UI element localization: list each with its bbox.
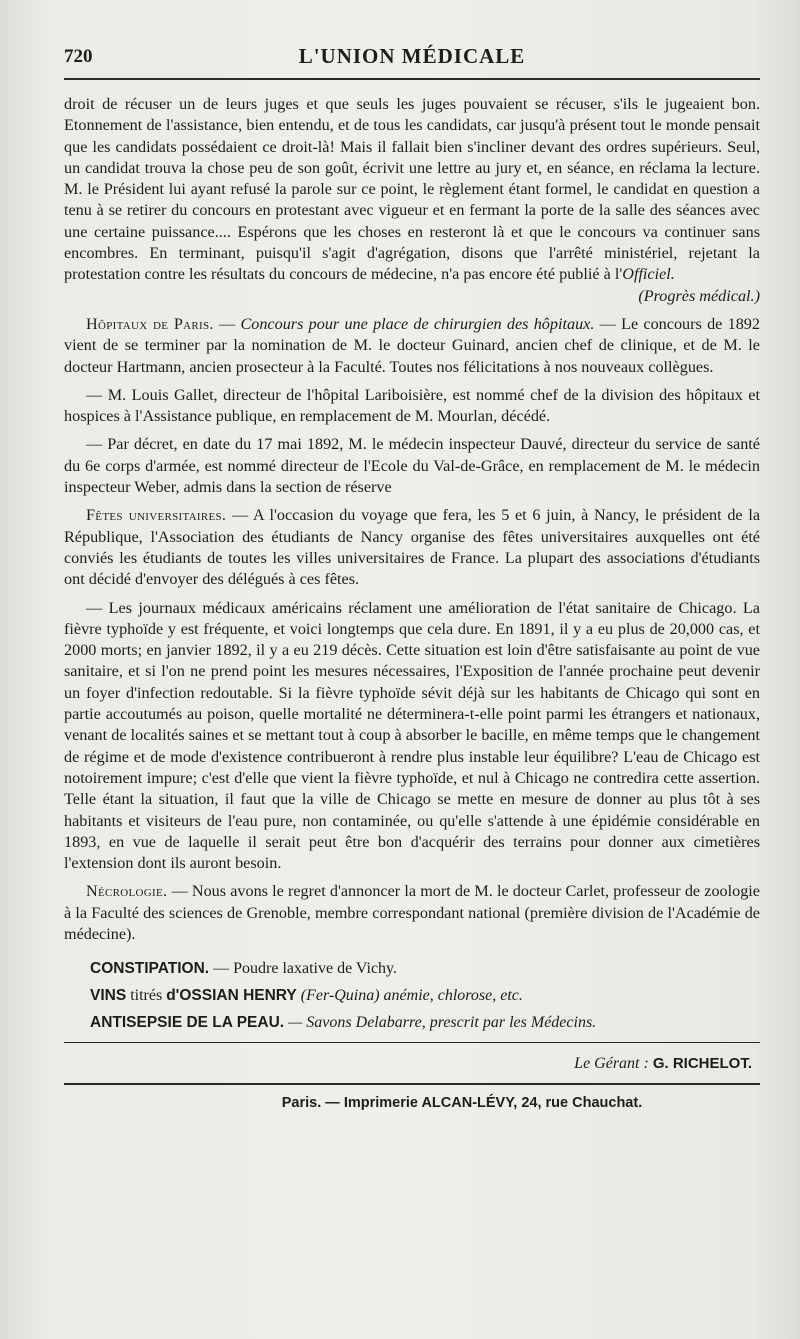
ads-rule — [64, 1042, 760, 1043]
signature-label: Le Gérant : — [574, 1055, 653, 1073]
paragraph-text: droit de récuser un de leurs juges et que seuls les juges pouvaient se récuser, s'ils le jugeaient bon. Etonnement de l'assistance, bien entendu, et de tous les candidats, car jusqu'à présent tout le monde pensait que les candidats possédaient ce droit-là! Mais il fallait bien s'incliner devant des ordres supérieurs. Seul, un candidat trouva la chose peu de son goût, écrivit une lettre au jury et, en séance, en réclama la lecture. M. le Président lui ayant refusé la parole sur ce point, le règlement étant formel, le candidat en question a tenu à se retirer du concours en protestant avec vigueur et en fermant la porte de la salle des séances avec une certaine puissance.... Espérons que les choses en resteront là et que le concours va continuer sans encombres. En terminant, puisqu'il s'agit d'agrégation, disons que l'arrêté ministériel, rejetant la protestation contre les résultats du concours de médecine, n'a pas encore été publié à l' — [64, 95, 760, 284]
ad-text: — Poudre laxative de Vichy. — [209, 960, 398, 978]
page-header — [64, 38, 760, 78]
paragraph-chicago: — Les journaux médicaux américains réclament une amélioration de l'état sanitaire de Chicago. La fièvre typhoïde y est fréquente, et voici longtemps que cela dure. En 1891, il y a eu plus de 20,000 cas, et 2000 morts; en janvier 1892, il y a eu 219 décès. Cette situation est loin d'être satisfaisante au point de vue sanitaire, et si l'on ne prend point les mesures nécessaires, l'Exposition de l'année prochaine peut devenir un foyer d'infection redoutable. Si la fièvre typhoïde sévit déjà sur les habitants de Chicago qui sont en partie accoutumés au poison, quelle mortalité ne déterminera-t-elle point parmi les étrangers et nationaux, venant de localités saines et se mettant tout à coup à absorber le bacille, en même temps que le changement de régime et de mode d'existence contribueront à rendre plus instable leur équilibre? L'eau de Chicago est notoirement impure; c'est d'elle que vient la fièvre typhoïde, et nul à Chicago ne contredira cette assertion. Telle étant la situation, il faut que la ville de Chicago se mette en mesure de donner au plus tôt à ses habitants et visiteurs de l'eau pure, non contaminée, ou qu'elle s'attende à une épidémie considérable en 1893, en vue de laquelle il serait peut être bon d'acquérir des terrains pour donner aux cimetières l'extension dont ils auront besoin. — [64, 598, 760, 873]
journal-title: L'UNION MÉDICALE — [298, 44, 526, 68]
section-heading: Hôpitaux de Paris. — [86, 314, 214, 333]
ad-text: — Savons Delabarre, prescrit par les Médecins. — [284, 1014, 597, 1032]
ad-title: CONSTIPATION. — [90, 960, 210, 978]
dash: — — [213, 314, 241, 333]
section-heading: Fêtes universitaires. — [86, 506, 227, 525]
officiel-word: Officiel. — [622, 265, 675, 284]
paragraph-agregation — [64, 94, 760, 286]
article-body — [64, 94, 760, 945]
paragraph-fetes — [64, 505, 760, 590]
ad-brand: d'OSSIAN HENRY — [166, 987, 297, 1005]
source-citation: (Progrès médical.) — [638, 286, 760, 305]
paragraph-hopitaux — [64, 314, 760, 378]
printer-name: Imprimerie ALCAN-LÉVY, 24, rue Chauchat. — [343, 1095, 643, 1112]
advertisements — [64, 955, 760, 1036]
ad-text: (Fer-Quina) anémie, chlorose, etc. — [296, 987, 523, 1005]
concours-title: Concours pour une place de chirurgien des hôpitaux. — [240, 314, 595, 333]
header-rule — [64, 78, 760, 80]
ad-vins — [90, 982, 760, 1009]
printer-imprint — [64, 1095, 760, 1112]
signature — [64, 1055, 752, 1073]
signature-name: G. RICHELOT. — [652, 1055, 752, 1073]
ad-title: VINS — [90, 987, 127, 1005]
paragraph-gallet: — M. Louis Gallet, directeur de l'hôpital Lariboisière, est nommé chef de la division des hôpitaux et hospices à l'Assistance publique, en remplacement de M. Mourlan, décédé. — [64, 385, 760, 426]
page-number: 720 — [64, 46, 93, 67]
paragraph-text: — A l'occasion du voyage que fera, les 5 et 6 juin, à Nancy, le président de la République, l'Association des étudiants de Nancy organise des fêtes universitaires auxquelles ont été conviés les étudiants de toutes les villes universitaires de France. La plupart des associations d'étudiants ont décidé d'envoyer des délégués à ces fêtes. — [64, 506, 761, 589]
section-heading: Nécrologie. — [86, 882, 168, 901]
ad-antisepsie — [90, 1009, 760, 1036]
paragraph-decret: — Par décret, en date du 17 mai 1892, M. le médecin inspecteur Dauvé, directeur du service de santé du 6e corps d'armée, est nommé directeur de l'Ecole du Val-de-Grâce, en remplacement de M. le médecin inspecteur Weber, admis dans la section de réserve — [64, 435, 760, 497]
paragraph-text: — Nous avons le regret d'annoncer la mort de M. le docteur Carlet, professeur de zoologie à la Faculté des sciences de Grenoble, membre correspondant national (première division de l'Académie de médecine). — [64, 882, 760, 943]
ad-title: ANTISEPSIE DE LA PEAU. — [90, 1014, 285, 1032]
ad-text: titrés — [126, 987, 167, 1005]
footer-rule — [64, 1083, 760, 1085]
ad-constipation — [90, 955, 760, 982]
printer-city: Paris. — — [281, 1095, 344, 1112]
paragraph-text: — Le concours de 1892 vient de se terminer par la nomination de M. le docteur Guinard, ancien chef de clinique, et de M. le docteur Hartmann, ancien prosecteur à la Faculté. Toutes nos félicitations à nos nouveaux collègues. — [64, 314, 760, 376]
paragraph-necrologie — [64, 881, 760, 945]
